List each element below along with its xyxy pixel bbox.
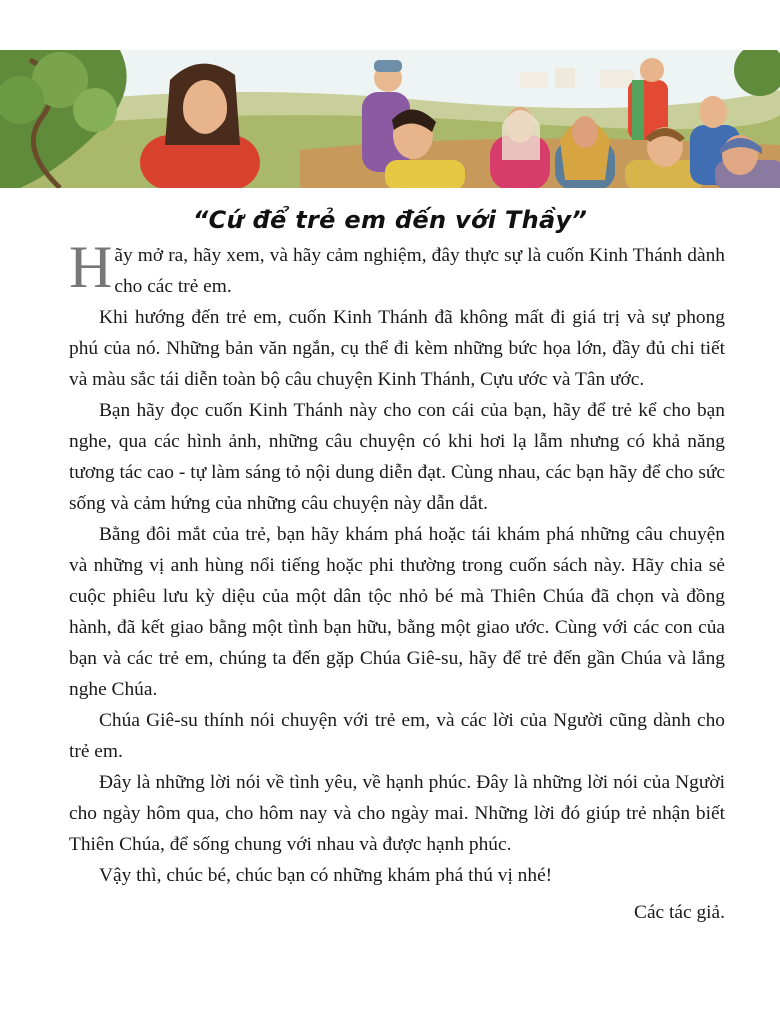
paragraph-3: Bạn hãy đọc cuốn Kinh Thánh này cho con cái của bạn, hãy để trẻ kể cho bạn nghe, qua các hình ảnh, những câu chuyện có khi hơi lạ lẫm nhưng có khả năng tương tác cao - tự làm sáng tỏ nội dung diễn đạt. Cùng nhau, các bạn hãy để cho sức sống và cảm hứng của những câu chuyện này dẫn dắt. bbox=[69, 400, 725, 514]
paragraph-7: Vậy thì, chúc bé, chúc bạn có những khám phá thú vị nhé! bbox=[99, 865, 553, 886]
paragraph-4: Bằng đôi mắt của trẻ, bạn hãy khám phá hoặc tái khám phá những câu chuyện và những vị anh hùng nổi tiếng hoặc phi thường trong cuốn sách này. Hãy chia sẻ cuộc phiêu lưu kỳ diệu của một dân tộc nhỏ bé mà Thiên Chúa đã chọn và đồng hành, đã kết giao bằng một tình bạn hữu, bằng một giao ước. Cùng với các con của bạn và các trẻ em, chúng ta đến gặp Chúa Giê-su, hãy để trẻ đến gần Chúa và lắng nghe Chúa. bbox=[69, 524, 725, 700]
paragraph-2: Khi hướng đến trẻ em, cuốn Kinh Thánh đã không mất đi giá trị và sự phong phú của nó. Những bản văn ngắn, cụ thể đi kèm những bức họa lớn, đầy đủ chi tiết và màu sắc tái diễn toàn bộ câu chuyện Kinh Thánh, Cựu ước và Tân ước. bbox=[69, 307, 725, 390]
drop-cap: H bbox=[69, 234, 113, 300]
intro-text bbox=[69, 234, 725, 928]
paragraph-1-text: ãy mở ra, hãy xem, và hãy cảm nghiệm, đây thực sự là cuốn Kinh Thánh dành cho các trẻ em. bbox=[114, 245, 725, 297]
paragraph-6: Đây là những lời nói về tình yêu, về hạnh phúc. Đây là những lời nói của Người cho ngày hôm qua, cho hôm nay và cho ngày mai. Những lời đó giúp trẻ nhận biết Thiên Chúa, để sống chung với nhau và được hạnh phúc. bbox=[69, 772, 725, 855]
paragraph-5: Chúa Giê-su thính nói chuyện với trẻ em, và các lời của Người cũng dành cho trẻ em. bbox=[69, 710, 725, 762]
page-title: “Cứ để trẻ em đến với Thầy” bbox=[192, 206, 588, 234]
header-illustration bbox=[0, 50, 780, 188]
paragraph-1 bbox=[69, 234, 725, 302]
signature: Các tác giả. bbox=[634, 902, 725, 923]
